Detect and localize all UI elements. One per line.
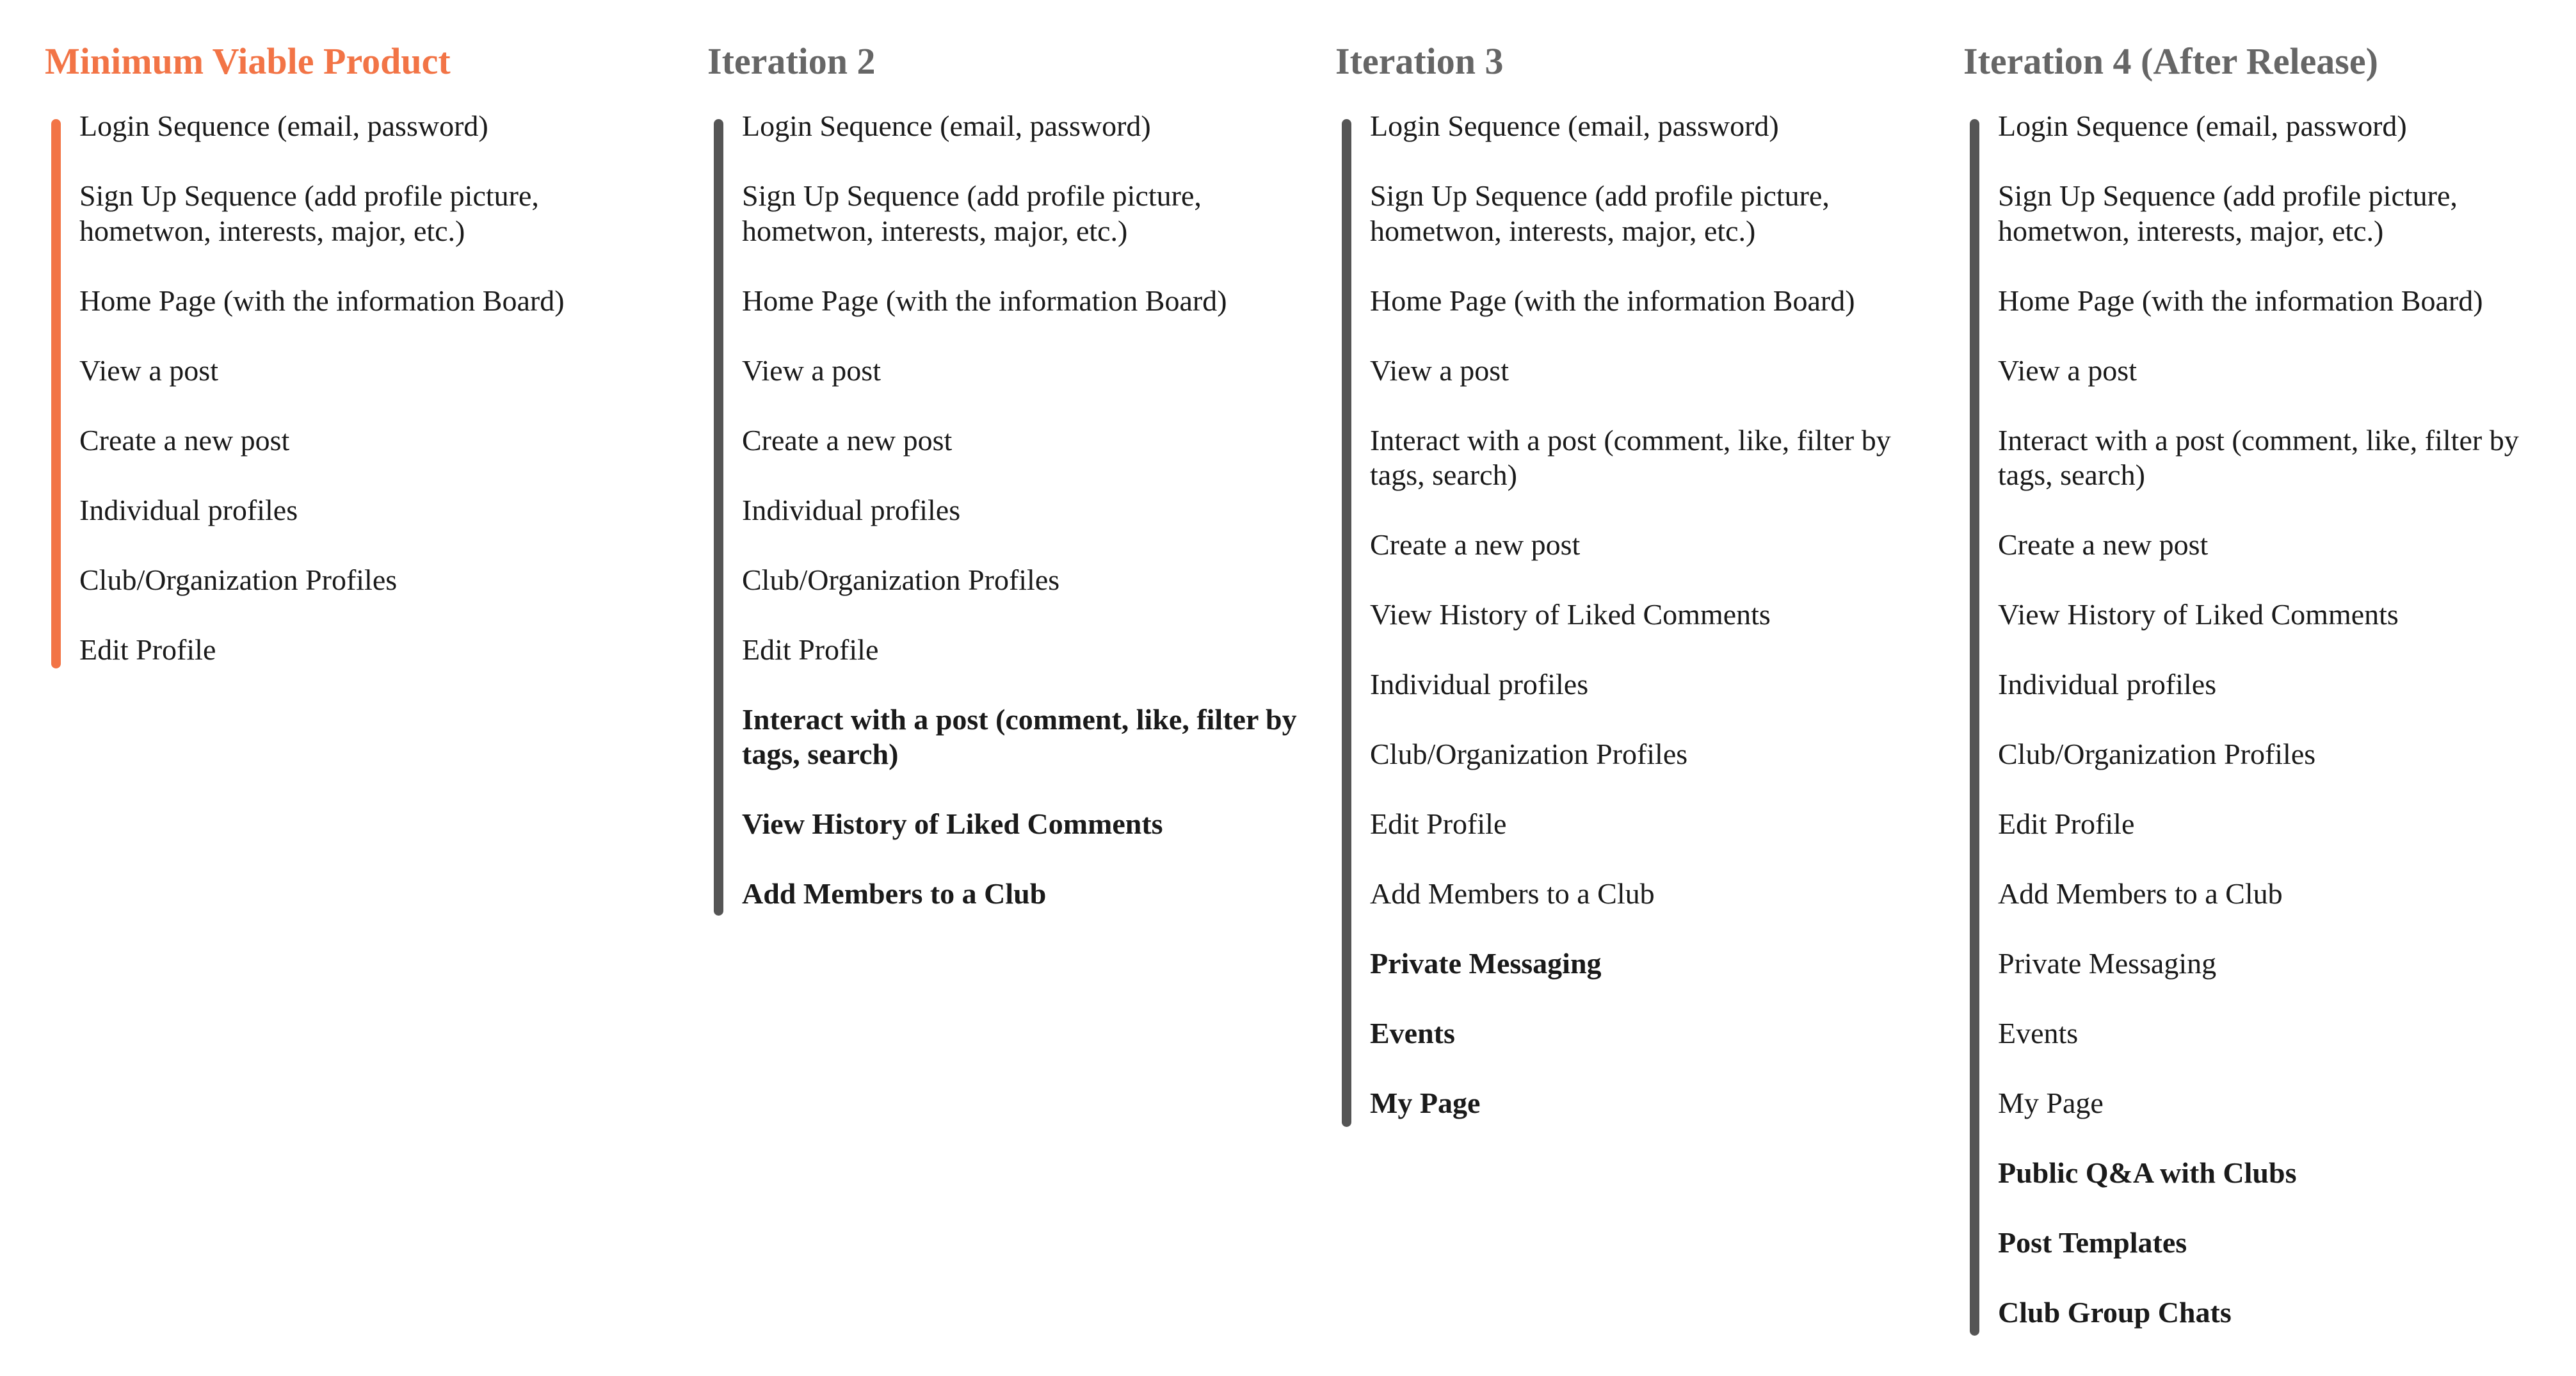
feature-item: Sign Up Sequence (add profile picture, hometwon, interests, major, etc.) bbox=[742, 179, 1202, 247]
column-bar-iteration-3 bbox=[1342, 119, 1351, 1127]
feature-item: Sign Up Sequence (add profile picture, hometwon, interests, major, etc.) bbox=[1370, 179, 1830, 247]
column-title-iteration-4: Iteration 4 (After Release) bbox=[1963, 40, 2378, 82]
feature-item: View History of Liked Comments bbox=[1370, 598, 1771, 631]
feature-item: Post Templates bbox=[1998, 1226, 2187, 1259]
feature-item: Individual profiles bbox=[1370, 668, 1589, 700]
feature-item: Club/Organization Profiles bbox=[1370, 738, 1688, 770]
feature-item: Login Sequence (email, password) bbox=[1998, 109, 2407, 142]
feature-item: Home Page (with the information Board) bbox=[1998, 284, 2483, 317]
feature-item: Sign Up Sequence (add profile picture, hometwon, interests, major, etc.) bbox=[1998, 179, 2458, 247]
feature-item: Interact with a post (comment, like, filter by tags, search) bbox=[1998, 423, 2519, 491]
feature-item: Home Page (with the information Board) bbox=[742, 284, 1227, 317]
column-title-mvp: Minimum Viable Product bbox=[45, 40, 451, 82]
feature-item: Private Messaging bbox=[1998, 947, 2217, 980]
feature-item: Private Messaging bbox=[1370, 947, 1602, 980]
column-bar-iteration-2 bbox=[714, 119, 723, 916]
feature-list-mvp bbox=[79, 109, 643, 702]
feature-list-iteration-2 bbox=[742, 109, 1305, 946]
feature-item: Login Sequence (email, password) bbox=[1370, 109, 1779, 142]
feature-item: Interact with a post (comment, like, filter by tags, search) bbox=[742, 702, 1297, 770]
feature-item: Individual profiles bbox=[1998, 668, 2217, 700]
feature-item: Events bbox=[1370, 1017, 1455, 1049]
feature-item: Create a new post bbox=[79, 423, 290, 457]
feature-item: View a post bbox=[79, 353, 218, 387]
feature-item: Home Page (with the information Board) bbox=[79, 284, 565, 317]
feature-item: Events bbox=[1998, 1017, 2079, 1049]
feature-item: Edit Profile bbox=[1370, 807, 1507, 840]
feature-item: Club Group Chats bbox=[1998, 1296, 2232, 1329]
feature-item: Create a new post bbox=[1370, 528, 1581, 561]
feature-item: Login Sequence (email, password) bbox=[742, 109, 1151, 142]
feature-item: Create a new post bbox=[1998, 528, 2209, 561]
feature-item: Add Members to a Club bbox=[742, 877, 1047, 910]
feature-item: Club/Organization Profiles bbox=[1998, 738, 2316, 770]
column-bar-mvp bbox=[51, 119, 61, 668]
feature-item: Edit Profile bbox=[1998, 807, 2135, 840]
feature-item: View a post bbox=[742, 353, 881, 387]
feature-item: Edit Profile bbox=[742, 633, 879, 666]
feature-item: Create a new post bbox=[742, 423, 953, 457]
feature-item: View History of Liked Comments bbox=[1998, 598, 2399, 631]
feature-item: My Page bbox=[1998, 1087, 2104, 1119]
feature-item: Public Q&A with Clubs bbox=[1998, 1156, 2297, 1189]
feature-item: Club/Organization Profiles bbox=[79, 563, 398, 596]
column-title-iteration-2: Iteration 2 bbox=[707, 40, 876, 82]
feature-item: Individual profiles bbox=[79, 493, 298, 526]
feature-item: Add Members to a Club bbox=[1998, 877, 2283, 910]
feature-item: Home Page (with the information Board) bbox=[1370, 284, 1855, 317]
feature-item: View a post bbox=[1998, 353, 2137, 387]
feature-item: View a post bbox=[1370, 353, 1509, 387]
feature-item: Sign Up Sequence (add profile picture, hometwon, interests, major, etc.) bbox=[79, 179, 539, 247]
feature-list-iteration-4 bbox=[1998, 109, 2561, 1365]
feature-list-iteration-3 bbox=[1370, 109, 1933, 1156]
feature-item: Club/Organization Profiles bbox=[742, 563, 1060, 596]
feature-item: View History of Liked Comments bbox=[742, 807, 1163, 840]
column-bar-iteration-4 bbox=[1970, 119, 1979, 1336]
feature-item: Add Members to a Club bbox=[1370, 877, 1655, 910]
feature-item: Interact with a post (comment, like, filter by tags, search) bbox=[1370, 423, 1891, 491]
feature-item: Login Sequence (email, password) bbox=[79, 109, 488, 142]
column-title-iteration-3: Iteration 3 bbox=[1335, 40, 1504, 82]
feature-item: My Page bbox=[1370, 1087, 1481, 1119]
feature-item: Edit Profile bbox=[79, 633, 216, 666]
feature-item: Individual profiles bbox=[742, 493, 961, 526]
